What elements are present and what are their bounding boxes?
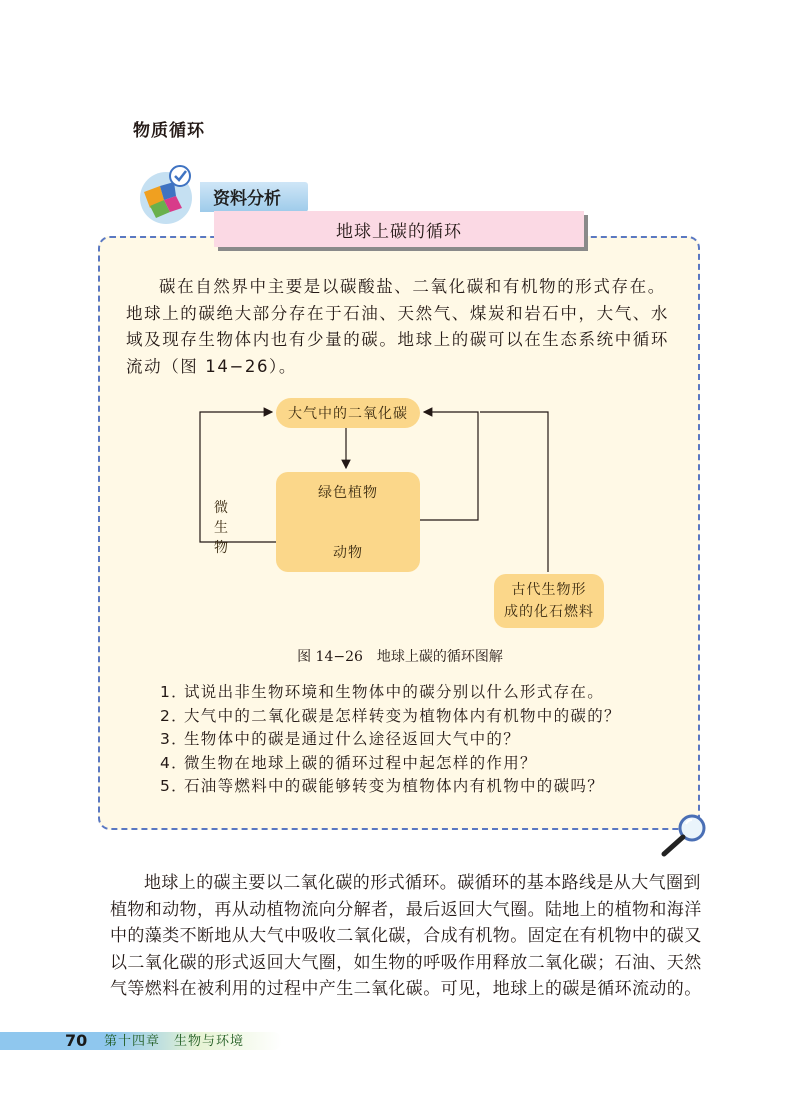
question-number: 3． xyxy=(160,730,188,748)
fossil-fuel-node xyxy=(494,574,604,628)
microbes-label: 微生物 xyxy=(214,500,229,556)
question-text: 微生物在地球上碳的循环过程中起怎样的作用？ xyxy=(184,753,537,772)
animals-label: 动物 xyxy=(333,545,363,561)
section-heading: 物质循环 xyxy=(133,121,205,141)
question-text: 试说出非生物环境和生物体中的碳分别以什么形式存在。 xyxy=(184,683,605,701)
puzzle-globe-icon xyxy=(130,162,210,228)
question-item xyxy=(160,728,621,752)
atmosphere-co2-node xyxy=(276,398,420,428)
fossil-fuel-line2: 成的化石燃料 xyxy=(504,604,594,620)
question-item xyxy=(160,752,621,776)
question-item xyxy=(160,775,621,799)
question-number: 1． xyxy=(160,683,188,701)
question-list xyxy=(160,681,621,799)
banner-label: 资料分析 xyxy=(213,189,281,209)
plants-animals-node xyxy=(276,472,420,572)
chapter-title: 第十四章 生物与环境 xyxy=(104,1034,245,1049)
fossil-fuel-line1: 古代生物形 xyxy=(511,582,587,598)
atmosphere-co2-label: 大气中的二氧化碳 xyxy=(288,406,408,422)
magnifier-icon xyxy=(656,810,712,860)
body-paragraph: 地球上的碳主要以二氧化碳的形式循环。碳循环的基本路线是从大气圈到植物和动物，再从动植物流向分解者，最后返回大气圈。陆地上的植物和海洋中的藻类不断地从大气中吸收二氧化碳，合成有机物。固定在有机物中的碳又以二氧化碳的形式返回大气圈，如生物的呼吸作用释放二氧化碳；石油、天然气等燃料在被利用的过程中产生二氧化碳。可见，地球上的碳是循环流动的。 xyxy=(110,873,702,999)
question-number: 5． xyxy=(160,777,188,795)
question-text: 石油等燃料中的碳能够转变为植物体内有机物中的碳吗？ xyxy=(184,777,605,795)
question-item xyxy=(160,681,621,705)
figure-caption: 图 14−26 地球上碳的循环图解 xyxy=(297,649,503,665)
question-item xyxy=(160,705,621,729)
page-number: 70 xyxy=(65,1031,88,1050)
question-number: 4． xyxy=(160,753,188,772)
question-number: 2． xyxy=(160,706,188,725)
green-plants-label: 绿色植物 xyxy=(318,485,378,501)
question-text: 生物体中的碳是通过什么途径返回大气中的？ xyxy=(184,730,521,748)
box-title: 地球上碳的循环 xyxy=(214,211,584,247)
intro-paragraph: 碳在自然界中主要是以碳酸盐、二氧化碳和有机物的形式存在。地球上的碳绝大部分存在于石油、天然气、煤炭和岩石中，大气、水域及现存生物体内也有少量的碳。地球上的碳可以在生态系统中循环流动（图 14−26）。 xyxy=(126,277,669,376)
question-text: 大气中的二氧化碳是怎样转变为植物体内有机物中的碳的？ xyxy=(184,706,621,725)
